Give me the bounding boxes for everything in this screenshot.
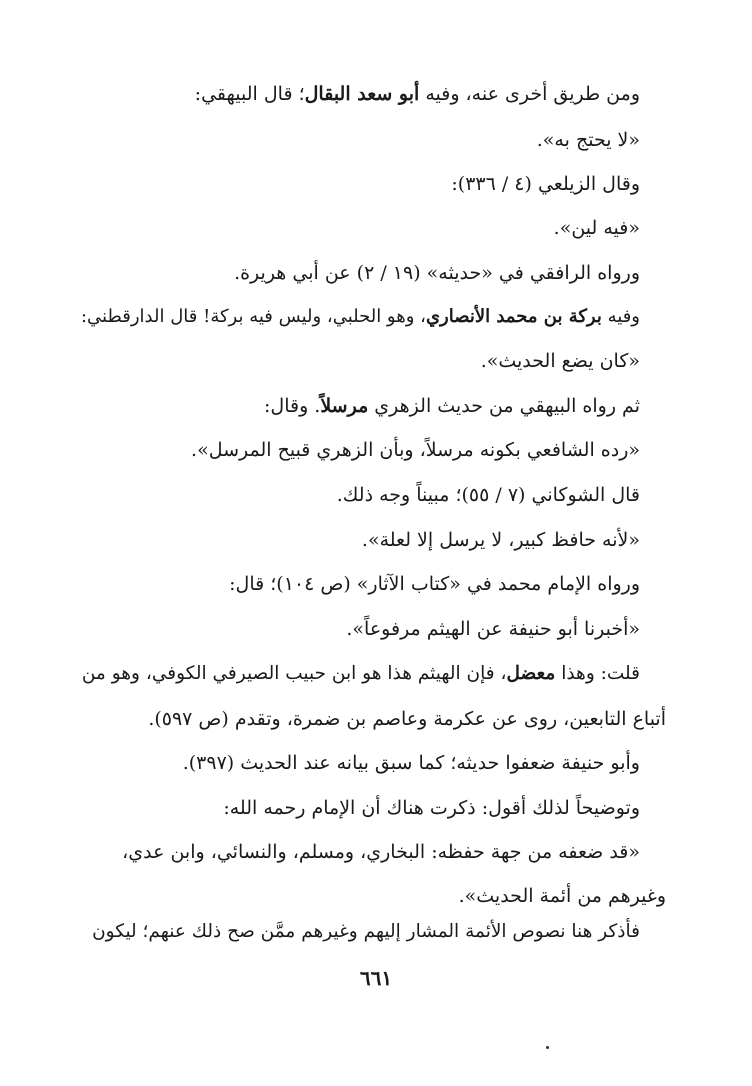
text-line-14: قلت: وهذا معضل، فإن الهيثم هذا هو ابن حبيب الصيرفي الكوفي، وهو من <box>81 663 640 684</box>
text-line-4: «فيه لين». <box>553 217 640 239</box>
text-line-6: وفيه بركة بن محمد الأنصاري، وهو الحلبي، وليس فيه بركة! قال الدارقطني: <box>80 306 640 327</box>
text-line-20: فأذكر هنا نصوص الأئمة المشار إليهم وغيرهم ممَّن صح ذلك عنهم؛ ليكون <box>92 921 640 942</box>
bold-word-muadal: معضل <box>506 663 556 684</box>
text-line-18: «قد ضعفه من جهة حفظه: البخاري، ومسلم، والنسائي، وابن عدي، <box>122 841 640 863</box>
scan-speck <box>546 1046 549 1049</box>
text-line-13: «أخبرنا أبو حنيفة عن الهيثم مرفوعاً». <box>346 618 640 640</box>
text-line-17: وتوضيحاً لذلك أقول: ذكرت هناك أن الإمام رحمه الله: <box>223 797 640 819</box>
text-line-10: قال الشوكاني (٧ / ٥٥)؛ مبيناً وجه ذلك. <box>336 484 640 506</box>
text-line-8: ثم رواه البيهقي من حديث الزهري مرسلاً. وقال: <box>264 395 640 417</box>
text-line-2: «لا يحتج به». <box>536 129 640 151</box>
text-line-7: «كان يضع الحديث». <box>480 350 640 372</box>
text-line-12: ورواه الإمام محمد في «كتاب الآثار» (ص ١٠٤)؛ قال: <box>229 573 640 595</box>
text-line-11: «لأنه حافظ كبير، لا يرسل إلا لعلة». <box>361 529 640 551</box>
text-line-3: وقال الزيلعي (٤ / ٣٣٦): <box>451 173 640 195</box>
text-line-5: ورواه الرافقي في «حديثه» (١٩ / ٢) عن أبي هريرة. <box>234 262 640 284</box>
page-number: ٦٦١ <box>359 966 393 990</box>
text-line-19: وغيرهم من أئمة الحديث». <box>458 885 666 907</box>
bold-word-mursal: مرسلاً <box>320 395 369 417</box>
text-line-1: ومن طريق أخرى عنه، وفيه أبو سعد البقال؛ قال البيهقي: <box>194 83 640 105</box>
text-line-15: أتباع التابعين، روى عن عكرمة وعاصم بن ضمرة، وتقدم (ص ٥٩٧). <box>148 708 666 730</box>
bold-name-baraka: بركة بن محمد الأنصاري <box>425 306 602 327</box>
bold-name-abu-saad: أبو سعد البقال <box>304 83 420 105</box>
text-line-16: وأبو حنيفة ضعفوا حديثه؛ كما سبق بيانه عند الحديث (٣٩٧). <box>182 752 640 774</box>
text-line-9: «رده الشافعي بكونه مرسلاً، وبأن الزهري قبيح المرسل». <box>191 439 640 461</box>
